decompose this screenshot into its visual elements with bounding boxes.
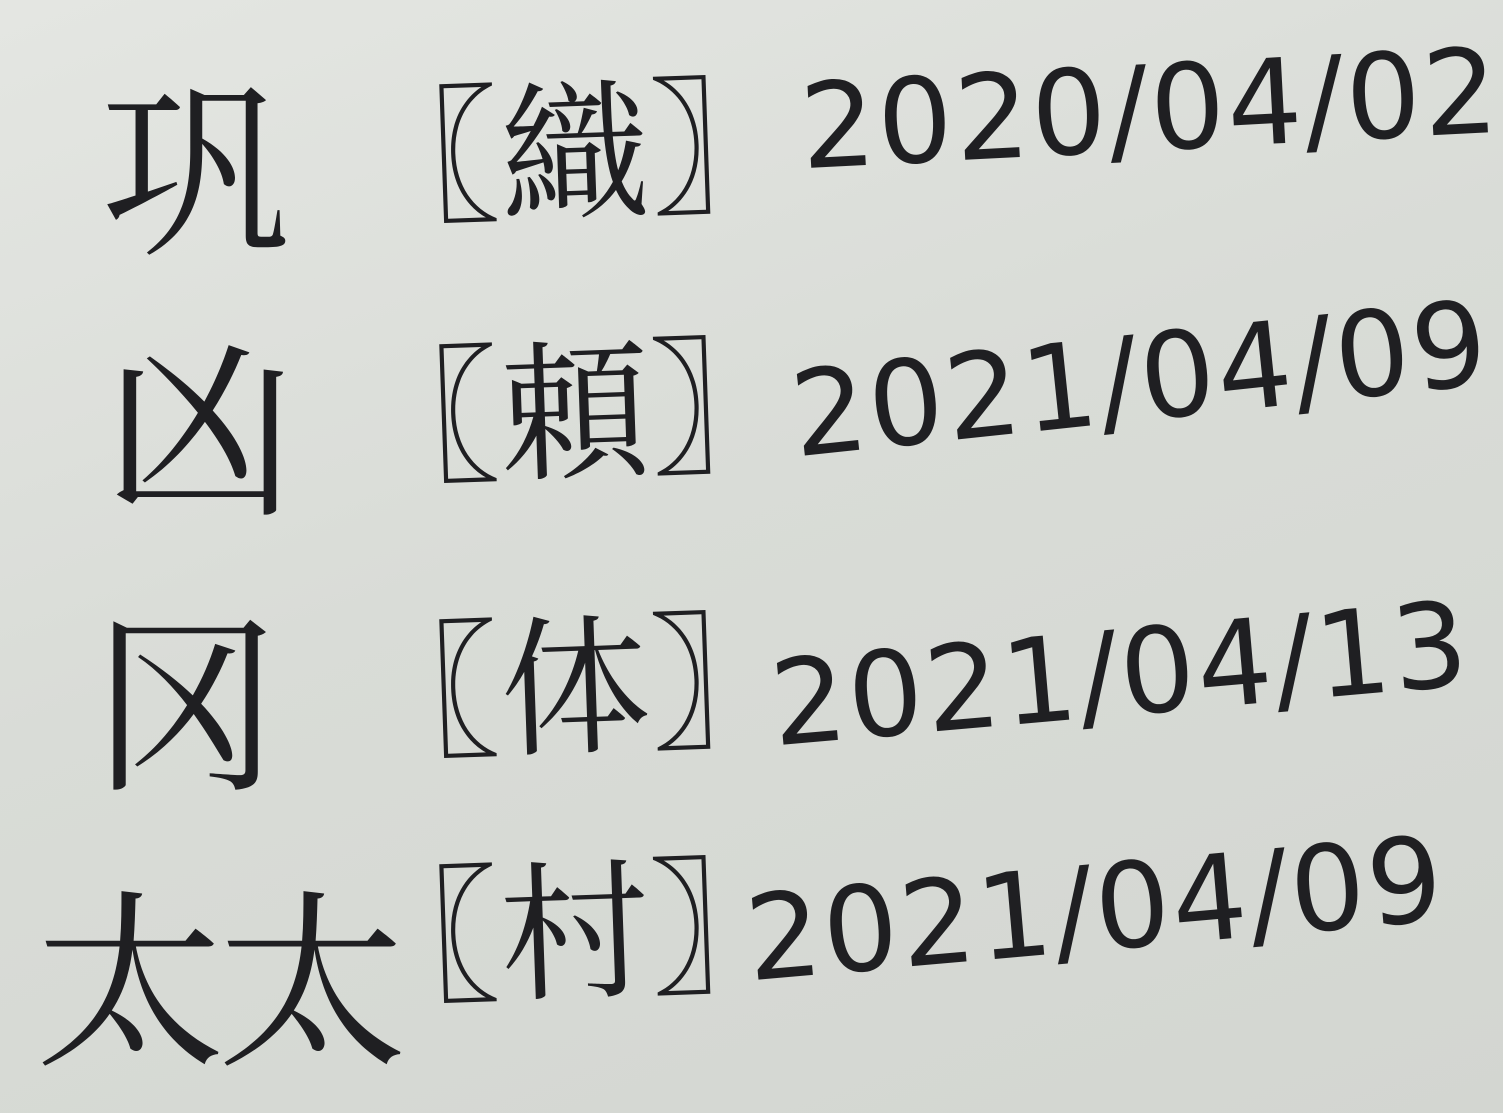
entry-bracketed-character: 〖体〗 bbox=[347, 595, 803, 785]
entry-left-character: 凶 bbox=[105, 324, 288, 545]
entry-date: 2021/04/09 bbox=[784, 273, 1496, 485]
entry-date: 2021/04/13 bbox=[765, 574, 1475, 774]
note-entry bbox=[0, 273, 1496, 550]
note-entry bbox=[0, 809, 1450, 1095]
entry-left-character: 巩 bbox=[100, 64, 283, 285]
entry-date: 2021/04/09 bbox=[740, 809, 1450, 1009]
entry-bracketed-character: 〖頼〗 bbox=[347, 320, 803, 510]
entry-left-character: 冈 bbox=[90, 599, 273, 820]
entry-bracketed-character: 〖村〗 bbox=[347, 840, 803, 1030]
note-entry bbox=[0, 574, 1475, 825]
entry-date: 2020/04/02 bbox=[796, 21, 1503, 197]
entry-left-character: 太太 bbox=[35, 874, 400, 1095]
note-entry bbox=[0, 20, 1503, 285]
entry-bracketed-character: 〖織〗 bbox=[347, 60, 803, 250]
